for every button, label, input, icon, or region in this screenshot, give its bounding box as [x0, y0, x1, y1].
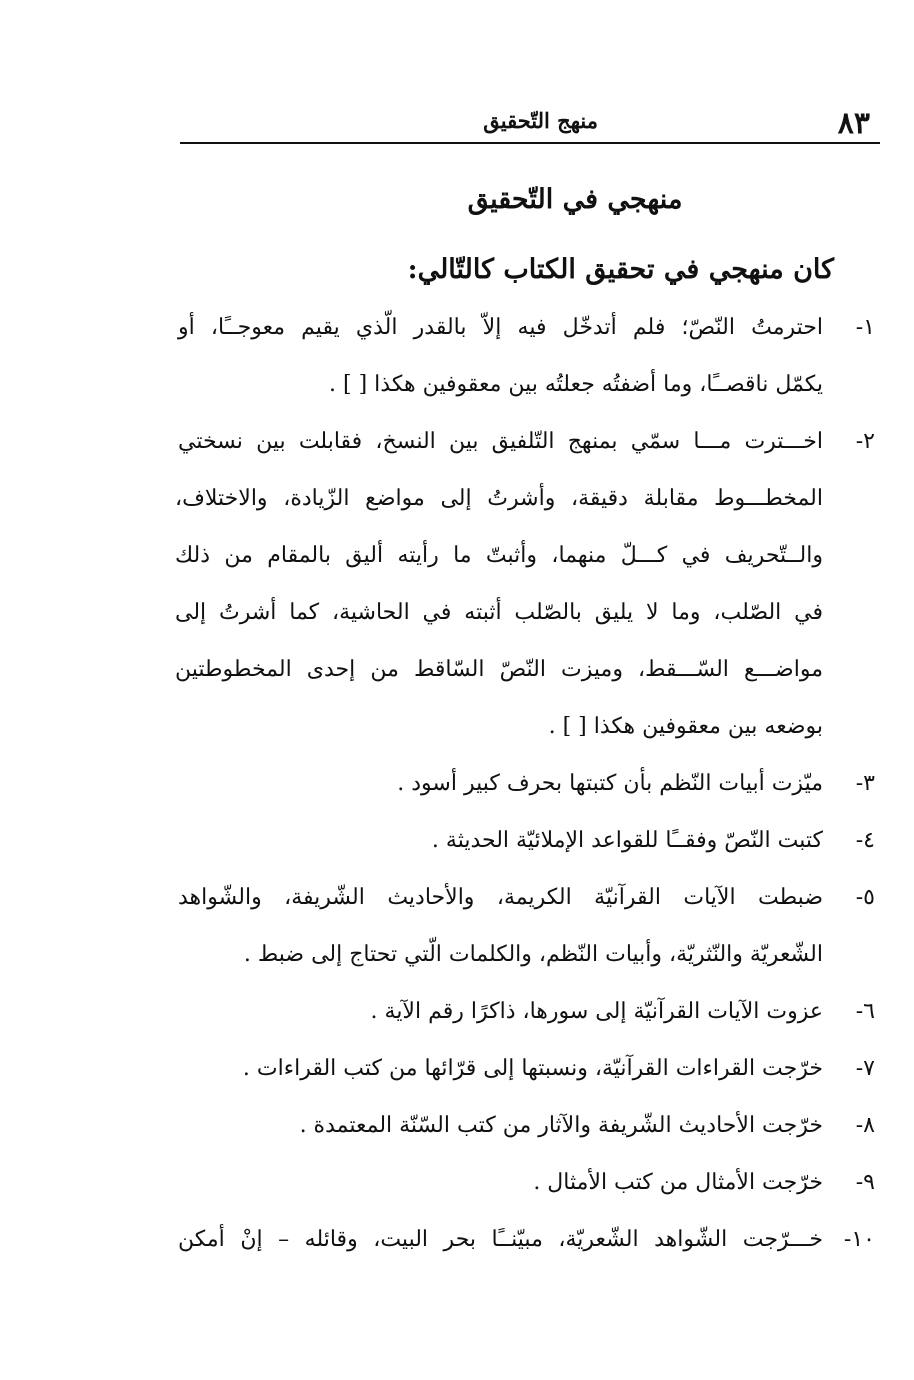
- running-title: منهج التّحقيق: [483, 108, 598, 133]
- item-line: والــتّحريف في كـــلّ منهما، وأثبتّ ما رأيته أليق بالمقام من ذلك: [175, 543, 823, 568]
- item-line: عزوت الآيات القرآنيّة إلى سورها، ذاكرًا رقم الآية .: [370, 999, 823, 1024]
- item-line: خرّجت الأمثال من كتب الأمثال .: [533, 1170, 823, 1195]
- item-number: ٤-: [855, 828, 875, 853]
- list-item: [175, 1159, 875, 1216]
- item-number: ٢-: [855, 429, 875, 454]
- item-line: خرّجت الأحاديث الشّريفة والآثار من كتب السّنّة المعتمدة .: [299, 1113, 823, 1138]
- item-number: ٣-: [855, 771, 875, 796]
- item-number: ٩-: [855, 1170, 875, 1195]
- list-item: [175, 988, 875, 1045]
- page-number: ٨٣: [837, 106, 870, 141]
- page-header: [180, 100, 880, 144]
- intro-heading: كان منهجي في تحقيق الكتاب كالتّالي:: [407, 254, 834, 285]
- list-item: [175, 1102, 875, 1159]
- header-rule: [180, 142, 880, 144]
- list-item: [175, 817, 875, 874]
- list-item: [175, 760, 875, 817]
- item-number: ٥-: [855, 885, 875, 910]
- item-line: اخـــترت مـــا سمّي بمنهج التّلفيق بين النسخ، فقابلت بين نسختي: [178, 429, 823, 454]
- item-line: المخطـــوط مقابلة دقيقة، وأشرتُ إلى مواضع الزّيادة، والاختلاف،: [175, 486, 823, 511]
- item-line: ضبطت الآيات القرآنيّة الكريمة، والأحاديث الشّريفة، والشّواهد: [178, 885, 823, 910]
- item-line: في الصّلب، وما لا يليق بالصّلب أثبته في الحاشية، كما أشرتُ إلى: [175, 600, 823, 625]
- item-number: ٦-: [855, 999, 875, 1024]
- item-line: الشّعريّة والنّثريّة، وأبيات النّظم، والكلمات الّتي تحتاج إلى ضبط .: [243, 942, 823, 967]
- item-line: يكمّل ناقصــًا، وما أضفتُه جعلتُه بين معقوفين هكذا [ ] .: [329, 372, 823, 397]
- item-line: احترمتُ النّصّ؛ فلم أتدخّل فيه إلاّ بالقدر الّذي يقيم معوجــًا، أو: [178, 315, 823, 340]
- methodology-list: [175, 304, 875, 1273]
- item-line: بوضعه بين معقوفين هكذا [ ] .: [548, 714, 823, 739]
- item-number: ٧-: [855, 1056, 875, 1081]
- list-item: [175, 874, 875, 988]
- item-line: خرّجت القراءات القرآنيّة، ونسبتها إلى قرّائها من كتب القراءات .: [242, 1056, 823, 1081]
- list-item: [175, 418, 875, 760]
- item-number: ١٠-: [843, 1227, 875, 1252]
- item-number: ١-: [855, 315, 875, 340]
- section-title: منهجي في التّحقيق: [467, 184, 683, 215]
- item-line: كتبت النّصّ وفقــًا للقواعد الإملائيّة الحديثة .: [431, 828, 823, 853]
- item-number: ٨-: [855, 1113, 875, 1138]
- list-item: [175, 304, 875, 418]
- item-line: مواضـــع السّـــقط، وميزت النّصّ السّاقط من إحدى المخطوطتين: [175, 657, 823, 682]
- list-item: [175, 1216, 875, 1273]
- item-line: ميّزت أبيات النّظم بأن كتبتها بحرف كبير أسود .: [397, 771, 823, 796]
- list-item: [175, 1045, 875, 1102]
- item-line: خـــرّجت الشّواهد الشّعريّة، مبيّنــًا بحر البيت، وقائله – إنْ أمكن: [178, 1227, 823, 1252]
